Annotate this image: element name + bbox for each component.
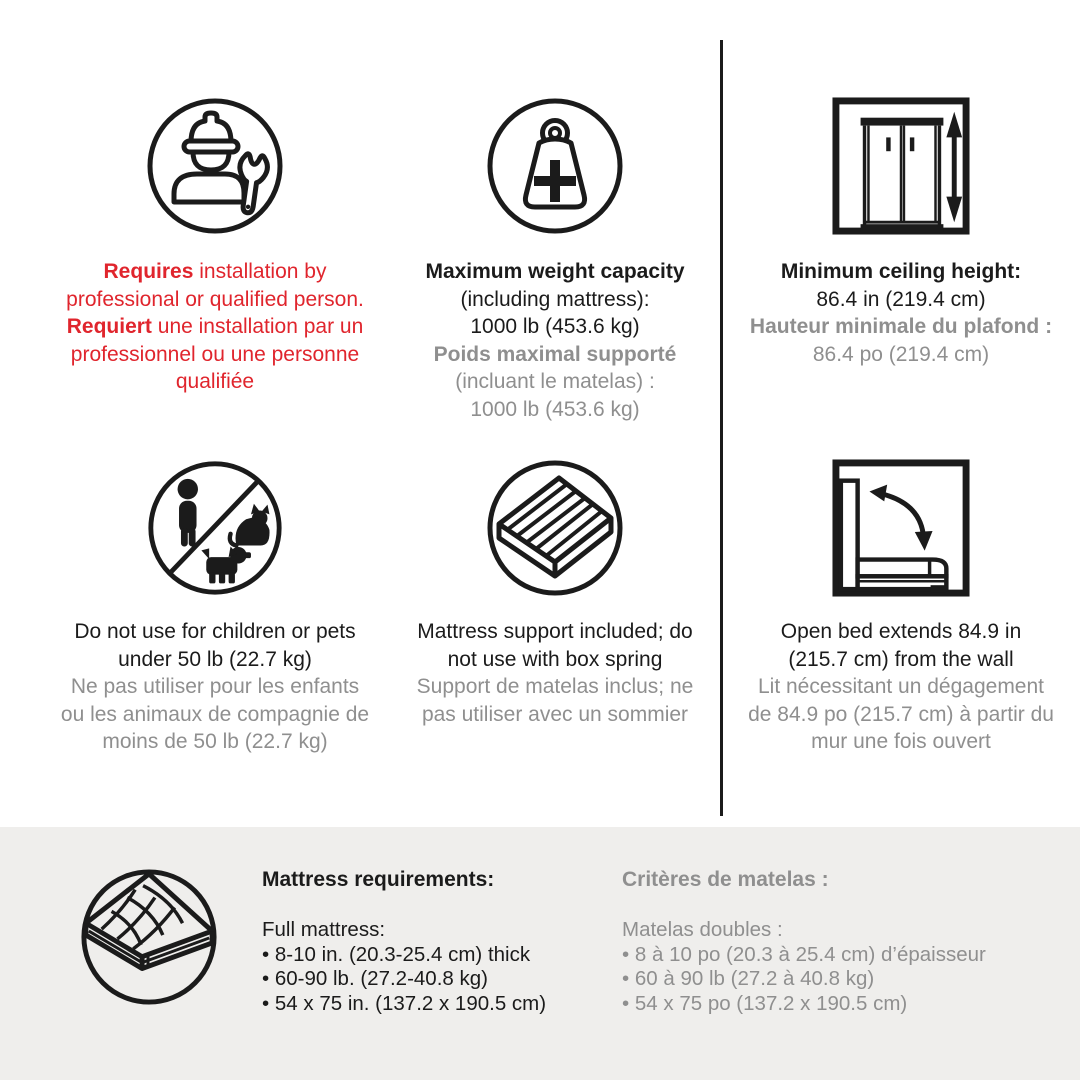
text-line: Maximum weight capacity <box>425 260 685 283</box>
section-installation <box>30 96 400 396</box>
fold-down-bed-icon <box>733 458 1069 598</box>
text-line: moins de 50 lb (22.7 kg) <box>102 730 328 753</box>
mattress-requirements-panel <box>0 827 1080 1080</box>
weight-capacity-icon <box>390 96 720 236</box>
list-item: • 8 à 10 po (20.3 à 25.4 cm) d’épaisseur <box>622 942 986 966</box>
text-line: Poids maximal supporté <box>433 342 677 366</box>
slat-support-icon <box>390 458 720 598</box>
text-line: 1000 lb (453.6 kg) <box>470 397 640 421</box>
text-line: Do not use for children or pets <box>74 620 356 643</box>
ceiling-height-icon <box>733 96 1069 236</box>
text-line: Open bed extends 84.9 in <box>780 620 1022 643</box>
text-line: 1000 lb (453.6 kg) <box>470 315 640 338</box>
list-item: • 54 x 75 po (137.2 x 190.5 cm) <box>622 991 908 1015</box>
text-line: not use with box spring <box>447 647 663 671</box>
installer-icon <box>30 96 400 236</box>
text-line: Requires installation by <box>103 260 327 283</box>
section-no-children-pets <box>30 458 400 756</box>
mattress-icon <box>78 866 220 1008</box>
text-line: (incluant le matelas) : <box>455 370 655 393</box>
text-line: under 50 lb (22.7 kg) <box>118 647 312 671</box>
mattress-requirements-fr <box>622 866 986 1016</box>
section-bed-extension <box>733 458 1069 756</box>
mattress-requirements-heading: Mattress requirements: <box>262 868 495 891</box>
text-line: Support de matelas inclus; ne <box>416 675 694 698</box>
section-weight-capacity <box>390 96 720 423</box>
text-line: Ne pas utiliser pour les enfants <box>70 675 360 698</box>
text-line: qualifiée <box>175 370 255 393</box>
mattress-requirements-en <box>262 866 546 1016</box>
text-line: professionnel ou une personne <box>70 342 360 366</box>
text-line: Requiert une installation par un <box>66 315 364 338</box>
mattress-requirements-heading-fr: Critères de matelas : <box>622 868 829 891</box>
text-line: 86.4 po (219.4 cm) <box>812 342 990 366</box>
list-item: • 60 à 90 lb (27.2 à 40.8 kg) <box>622 967 875 990</box>
text-line: mur une fois ouvert <box>811 730 991 753</box>
text-line: ou les animaux de compagnie de <box>60 702 370 726</box>
no-children-pets-icon <box>30 458 400 598</box>
mattress-size-label-fr: Matelas doubles : <box>622 918 783 941</box>
mattress-size-label: Full mattress: <box>262 918 386 941</box>
section-ceiling-height <box>733 96 1069 368</box>
list-item: • 54 x 75 in. (137.2 x 190.5 cm) <box>262 991 547 1015</box>
text-line: pas utiliser avec un sommier <box>421 702 689 726</box>
text-line: de 84.9 po (215.7 cm) à partir du <box>748 702 1054 726</box>
column-divider <box>720 40 723 816</box>
text-line: professional or qualified person. <box>66 287 364 311</box>
list-item: • 60-90 lb. (27.2-40.8 kg) <box>262 967 488 990</box>
text-line: 86.4 in (219.4 cm) <box>816 287 986 311</box>
text-line: Lit nécessitant un dégagement <box>757 675 1045 698</box>
text-line: (215.7 cm) from the wall <box>788 647 1014 671</box>
text-line: Minimum ceiling height: <box>780 260 1022 283</box>
section-mattress-support <box>390 458 720 728</box>
text-line: (including mattress): <box>460 287 650 311</box>
text-line: Hauteur minimale du plafond : <box>749 315 1053 338</box>
text-line: Mattress support included; do <box>417 620 693 643</box>
list-item: • 8-10 in. (20.3-25.4 cm) thick <box>262 942 531 966</box>
